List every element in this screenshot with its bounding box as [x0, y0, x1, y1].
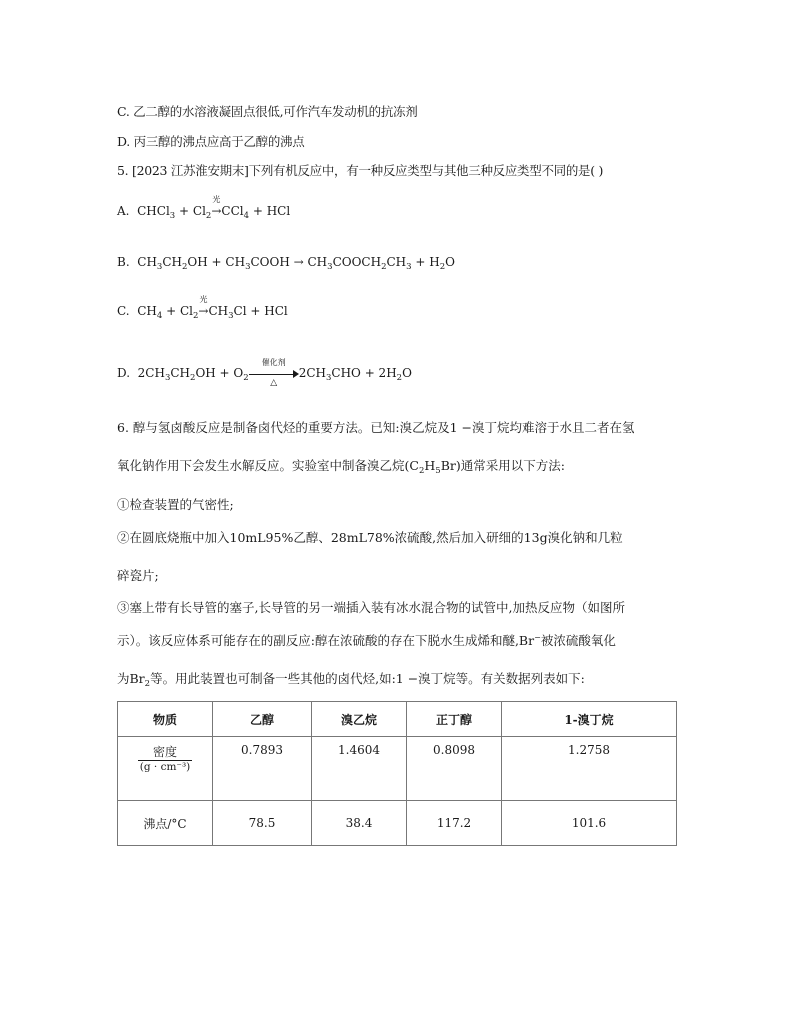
option-d: D. 丙三醇的沸点应高于乙醇的沸点	[117, 134, 305, 149]
arrow-light: 光 →	[211, 195, 222, 218]
table-header: 正丁醇	[407, 702, 502, 737]
table-cell: 1.4604	[312, 737, 407, 801]
option-c: C. 乙二醇的水溶液凝固点很低,可作汽车发动机的抗冻剂	[117, 104, 418, 119]
step-3-cont: 示）。该反应体系可能存在的副反应:醇在浓硫酸的存在下脱水生成烯和醚,Br−被浓硫酸氧化	[117, 633, 616, 648]
table-header: 1-溴丁烷	[502, 702, 677, 737]
density-label-cell	[118, 737, 213, 801]
table-cell: 0.8098	[407, 737, 502, 801]
table-row-density	[118, 737, 677, 801]
option-label: C.	[117, 304, 130, 318]
table-header: 溴乙烷	[312, 702, 407, 737]
question-6-line2: 氧化钠作用下会发生水解反应。实验室中制备溴乙烷$(C_2H_5Br)$通常采用以下方法:	[117, 458, 565, 476]
question-6-line1: 6. 醇与氢卤酸反应是制备卤代烃的重要方法。已知:溴乙烷及1 −溴丁烷均难溶于水且二者在氢	[117, 420, 635, 435]
table-header: 物质	[118, 702, 213, 737]
equation-d: D. $2CH_3CH_2OH + O_2$ 催化剂 △ $2CH_3CHO + 2H_2O$	[117, 357, 412, 388]
data-table	[117, 701, 677, 846]
equation-b: B. $CH_3CH_2OH$ + $CH_3COOH$ → $CH_3COOCH_2CH_3 + H_2O$	[117, 255, 455, 272]
density-unit: (g · cm⁻³)	[139, 761, 191, 773]
option-label: D.	[117, 366, 131, 380]
condition-catalyst: 催化剂	[261, 357, 286, 367]
step-2-cont: 碎瓷片;	[117, 568, 159, 583]
step-3: ③塞上带有长导管的塞子,长导管的另一端插入装有冰水混合物的试管中,加热反应物（如图所	[117, 600, 625, 615]
arrow-catalyst	[249, 357, 299, 388]
table-header: 乙醇	[213, 702, 312, 737]
table-row-boiling-point	[118, 801, 677, 846]
arrow-light: 光 →	[198, 295, 209, 318]
table-cell: 沸点/°C	[118, 801, 213, 846]
table-cell: 38.4	[312, 801, 407, 846]
condition-light: 光	[212, 195, 221, 204]
condition-light: 光	[199, 295, 208, 304]
step-1: ①检查装置的气密性;	[117, 497, 234, 512]
equation-a: A. CHCl$_3$ + $Cl_2$ 光 →CCl$_4$ + HCl	[117, 195, 291, 221]
table-cell: 1.2758	[502, 737, 677, 801]
table-header-row	[118, 702, 677, 737]
option-label: A.	[117, 204, 130, 218]
table-cell: 101.6	[502, 801, 677, 846]
table-cell: 0.7893	[213, 737, 312, 801]
condition-heat: △	[270, 377, 278, 388]
density-label: 密度	[152, 745, 177, 759]
question-5-stem: 5. [2023 江苏淮安期末]下列有机反应中，有一种反应类型与其他三种反应类型不同的是( )	[117, 163, 604, 178]
table-cell: 117.2	[407, 801, 502, 846]
step-3-end: 为$Br_2$等。用此装置也可制备一些其他的卤代烃,如:1 −溴丁烷等。有关数据列表如下:	[117, 671, 585, 689]
option-label: B.	[117, 255, 130, 269]
step-2: ②在圆底烧瓶中加入10mL95%乙醇、28mL78%浓硫酸,然后加入研细的13g溴化钠和几粒	[117, 530, 623, 545]
equation-c: C. $CH_4 + Cl_2$ 光 $\to CH_3Cl$ + HCl	[117, 295, 288, 321]
table-cell: 78.5	[213, 801, 312, 846]
